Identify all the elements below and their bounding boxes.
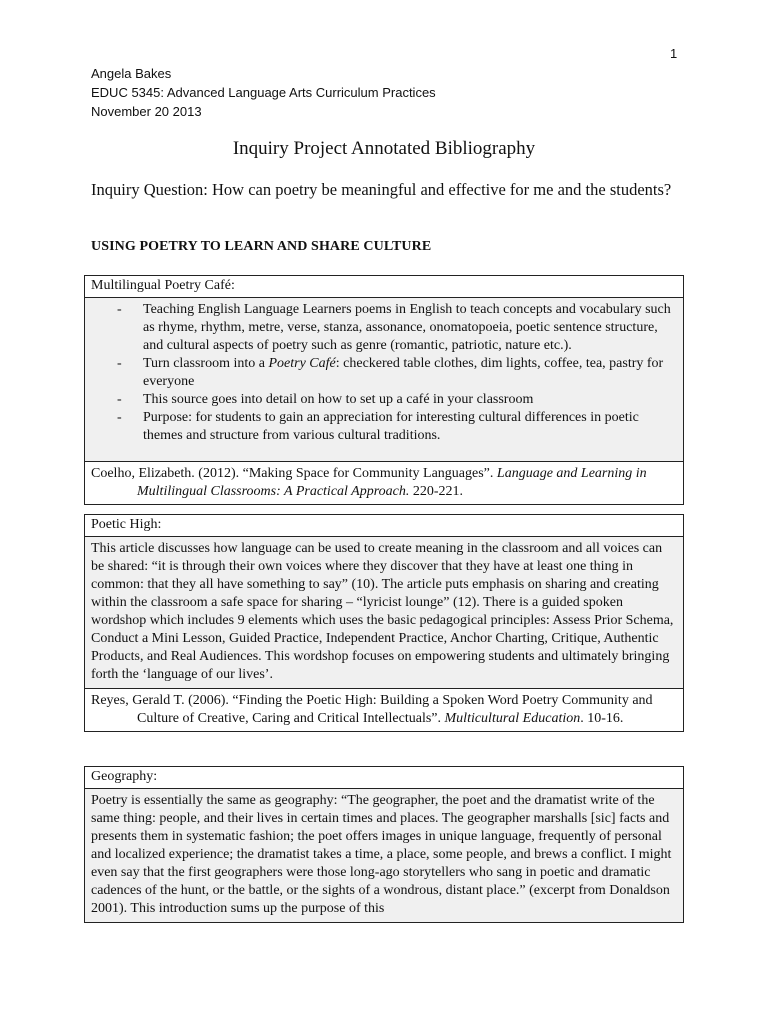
document-date: November 20 2013 xyxy=(91,104,202,119)
inquiry-question: Inquiry Question: How can poetry be meaningful and effective for me and the students? xyxy=(91,180,672,199)
annotation-bullet: - Turn classroom into a Poetry Café: checkered table clothes, dim lights, coffee, tea, pastry for everyone xyxy=(117,356,664,389)
bibliography-entry-multilingual-poetry-cafe xyxy=(84,275,684,505)
section-heading: USING POETRY TO LEARN AND SHARE CULTURE xyxy=(91,239,432,254)
entry-title: Geography: xyxy=(85,767,683,789)
course-name: EDUC 5345: Advanced Language Arts Curriculum Practices xyxy=(91,85,436,100)
document-title: Inquiry Project Annotated Bibliography xyxy=(232,138,536,159)
author-name: Angela Bakes xyxy=(91,66,172,81)
document-header xyxy=(91,64,436,121)
annotation-bullet: - This source goes into detail on how to set up a café in your classroom xyxy=(117,392,534,407)
entry-title: Multilingual Poetry Café: xyxy=(85,276,683,298)
entry-citation: Coelho, Elizabeth. (2012). “Making Space for Community Languages”. Language and Learning in Multilingual Classrooms: A Practical Approach. 220-221. xyxy=(85,462,683,504)
entry-title: Poetic High: xyxy=(85,515,683,537)
entry-annotation xyxy=(85,298,683,462)
bibliography-entry-poetic-high xyxy=(84,514,684,732)
page-number: 1 xyxy=(670,46,678,61)
entry-annotation: Poetry is essentially the same as geography: “The geographer, the poet and the dramatist write of the same thing: people, and their lives in certain times and places. The geographer marshalls [sic] facts and presents them in systematic fashion; the poet offers images in unique language, frequently of personal and localized experience; the dramatist takes a time, a place, some people, and brews a conflict. I might even say that the first geographers were those long-ago storytellers who sang in poetic and dramatic cadences of the hunt, or the battle, or the sights of a wondrous, distant place.” (excerpt from Donaldson 2001). This introduction sums up the purpose of this xyxy=(85,789,683,922)
entry-citation: Reyes, Gerald T. (2006). “Finding the Poetic High: Building a Spoken Word Poetry Community and Culture of Creative, Caring and Critical Intellectuals”. Multicultural Education. 10-16. xyxy=(85,689,683,731)
annotation-bullet: - Teaching English Language Learners poems in English to teach concepts and vocabulary such as rhyme, rhythm, metre, verse, stanza, assonance, onomatopoeia, poetic sentence structure, and cultural aspects of poetry such as genre (romantic, patriotic, nature etc.). xyxy=(117,302,671,353)
entry-annotation: This article discusses how language can be used to create meaning in the classroom and all voices can be shared: “it is through their own voices where they discover that they have at least one thing in common: that they all have something to say” (10). The article puts emphasis on sharing and creating within the classroom a safe space for sharing – “lyricist lounge” (12). There is a guided spoken wordshop which includes 9 elements which uses the basic pedagogical principles: Assess Prior Schema, Conduct a Mini Lesson, Guided Practice, Independent Practice, Anchor Charting, Critique, Authentic Products, and Real Audiences. This wordshop focuses on empowering students and ultimately bringing forth the ‘language of our lives’. xyxy=(85,537,683,689)
annotation-bullet: - Purpose: for students to gain an appreciation for interesting cultural differences in poetic themes and structure from various cultural traditions. xyxy=(117,410,639,443)
bibliography-entry-geography xyxy=(84,766,684,923)
